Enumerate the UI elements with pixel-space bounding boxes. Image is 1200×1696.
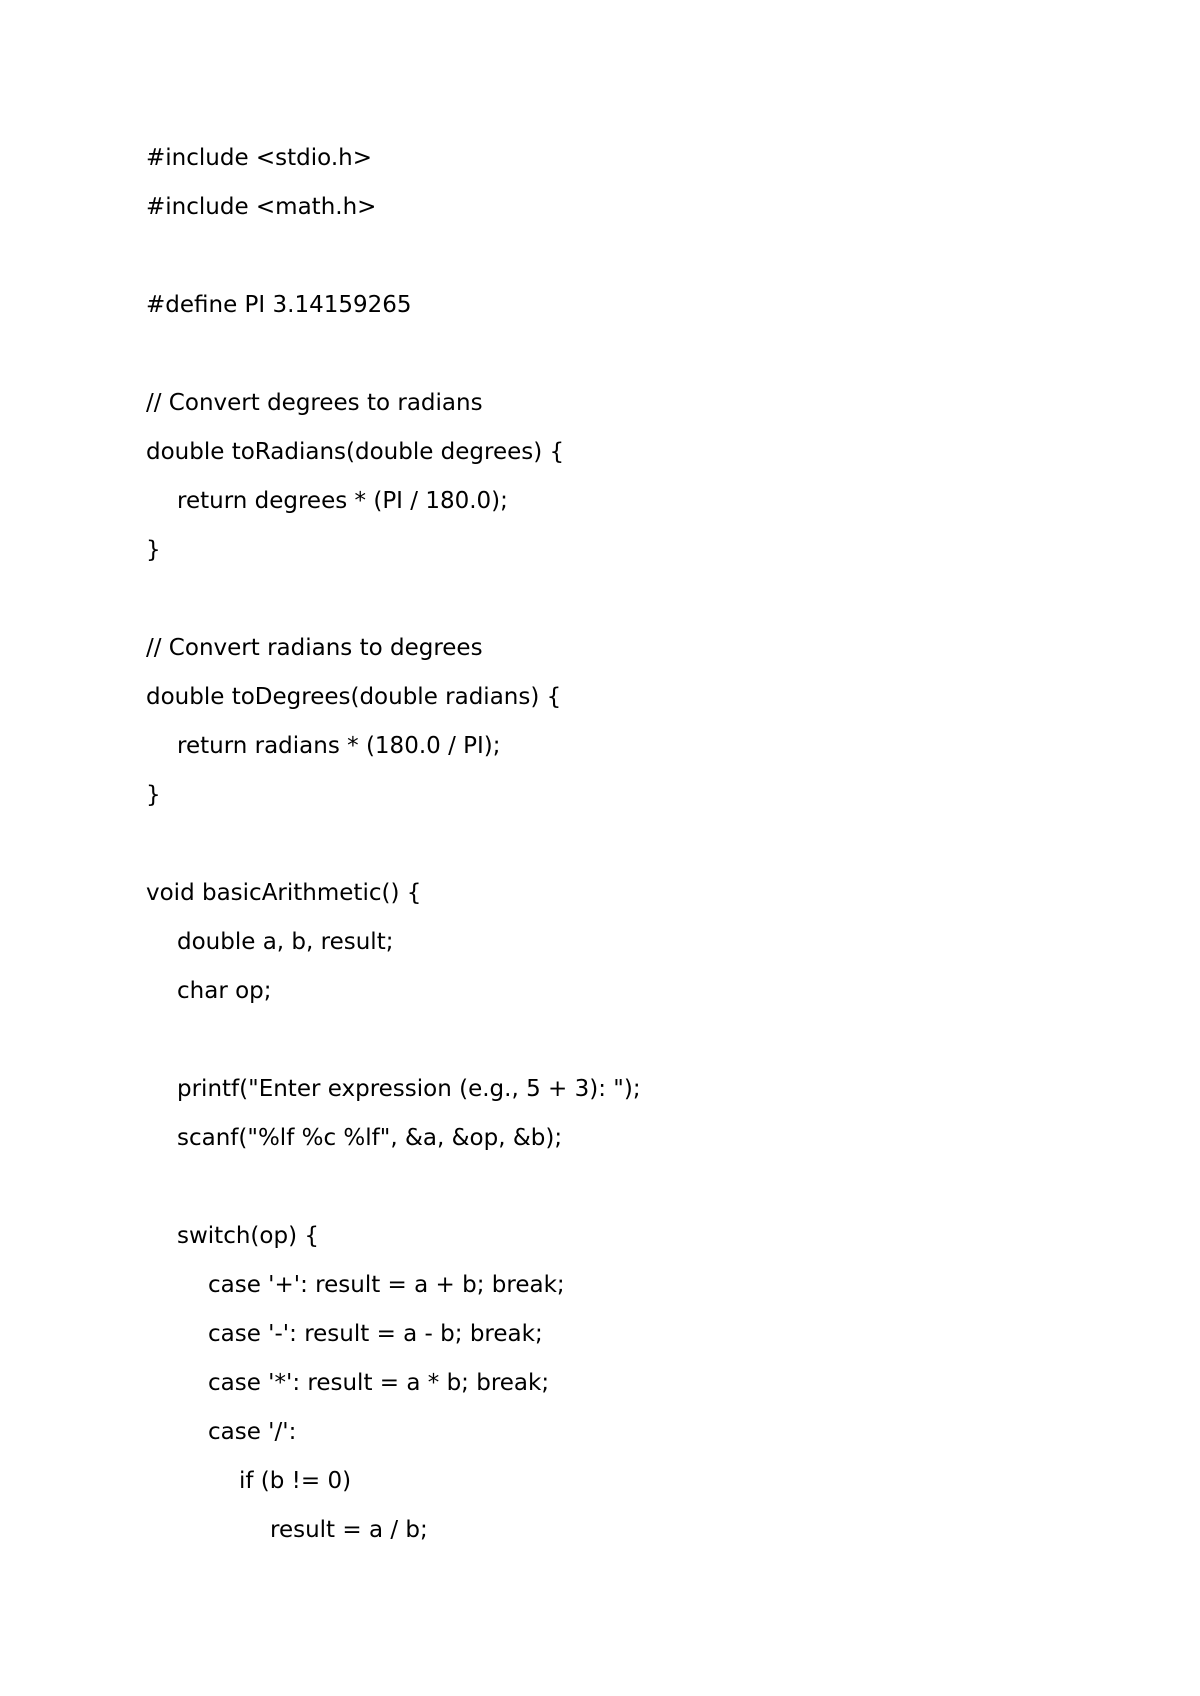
- code-line: return degrees * (PI / 180.0);: [177, 488, 508, 514]
- code-line: }: [146, 782, 161, 808]
- code-line: void basicArithmetic() {: [146, 880, 422, 906]
- code-line: switch(op) {: [177, 1223, 319, 1249]
- code-line: // Convert radians to degrees: [146, 635, 483, 661]
- code-line: result = a / b;: [270, 1517, 428, 1543]
- code-line: case '*': result = a * b; break;: [208, 1370, 550, 1396]
- code-line: char op;: [177, 978, 272, 1004]
- blank-line: [146, 236, 641, 285]
- code-line: printf("Enter expression (e.g., 5 + 3): ");: [177, 1076, 641, 1102]
- blank-line: [146, 824, 641, 873]
- blank-line: [146, 1020, 641, 1069]
- blank-line: [146, 1167, 641, 1216]
- code-line: #define PI 3.14159265: [146, 292, 412, 318]
- code-line: return radians * (180.0 / PI);: [177, 733, 501, 759]
- code-line: double toRadians(double degrees) {: [146, 439, 565, 465]
- code-line: #include <math.h>: [146, 194, 377, 220]
- code-line: case '/':: [208, 1419, 297, 1445]
- blank-line: [146, 579, 641, 628]
- code-line: case '+': result = a + b; break;: [208, 1272, 565, 1298]
- code-line: }: [146, 537, 161, 563]
- code-line: #include <stdio.h>: [146, 145, 373, 171]
- code-line: double toDegrees(double radians) {: [146, 684, 562, 710]
- code-listing: [146, 138, 641, 1559]
- code-line: // Convert degrees to radians: [146, 390, 483, 416]
- code-line: case '-': result = a - b; break;: [208, 1321, 543, 1347]
- blank-line: [146, 334, 641, 383]
- code-line: scanf("%lf %c %lf", &a, &op, &b);: [177, 1125, 563, 1151]
- code-line: double a, b, result;: [177, 929, 394, 955]
- code-line: if (b != 0): [239, 1468, 352, 1494]
